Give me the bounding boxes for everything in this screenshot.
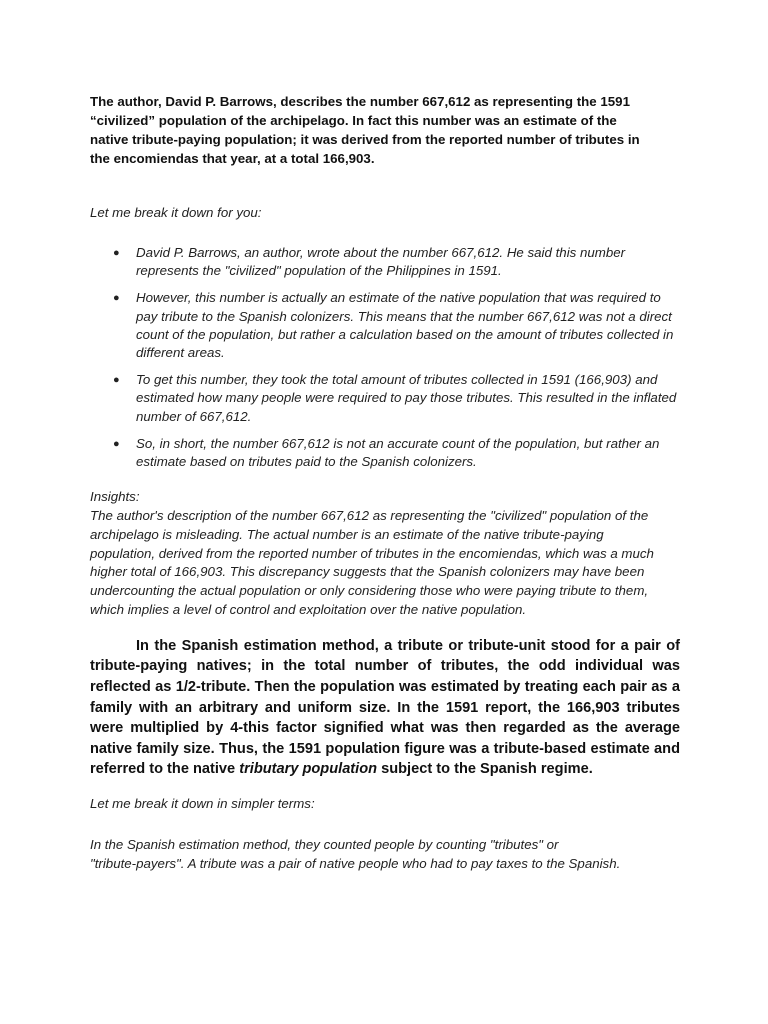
bullet-line: estimate based on tributes paid to the Spanish colonizers. xyxy=(136,454,477,470)
simpler-line: "tribute-payers". A tribute was a pair of native people who had to pay taxes to the Spanish. xyxy=(90,855,621,871)
main-paragraph-text-end: subject to the Spanish regime. xyxy=(377,761,593,778)
intro-paragraph xyxy=(90,92,680,168)
bullet-line: different areas. xyxy=(136,345,225,361)
simpler-line: In the Spanish estimation method, they counted people by counting "tributes" or xyxy=(90,836,559,852)
intro-line: The author, David P. Barrows, describes the number 667,612 as representing the 1591 xyxy=(90,94,630,109)
intro-line: “civilized” population of the archipelago. In fact this number was an estimate of the xyxy=(90,113,617,128)
bullet-line: count of the population, but rather a calculation based on the amount of tributes collected in xyxy=(136,326,674,342)
main-paragraph-text: In the Spanish estimation method, a tribute or tribute-unit stood for a pair of tribute-paying natives; in the total number of tributes, the odd individual was reflected as 1/2-tribute. Then the population was estimated by treating each pair as a family with an arbitrary and uniform size. In the 1591 report, the 166,903 tributes were multiplied by 4-this factor signified what was then regarded as the average native family size. Thus, the 1591 population figure was a tribute-based estimate and referred to the native xyxy=(90,637,680,778)
list-item xyxy=(90,435,680,471)
bullet-icon: ● xyxy=(113,437,120,450)
breakdown-list xyxy=(90,244,680,471)
simpler-paragraph xyxy=(90,835,680,873)
bullet-line: pay tribute to the Spanish colonizers. This means that the number 667,612 was not a direct xyxy=(136,308,672,324)
bullet-line: However, this number is actually an estimate of the native population that was required to xyxy=(136,290,661,306)
bullet-line: represents the "civilized" population of the Philippines in 1591. xyxy=(136,263,502,279)
intro-line: the encomiendas that year, at a total 166,903. xyxy=(90,151,375,166)
insights-line: higher total of 166,903. This discrepancy suggests that the Spanish colonizers may have been xyxy=(90,564,645,580)
bullet-line: To get this number, they took the total amount of tributes collected in 1591 (166,903) and xyxy=(136,372,658,388)
bullet-line: So, in short, the number 667,612 is not an accurate count of the population, but rather an xyxy=(136,435,660,451)
bullet-icon: ● xyxy=(113,292,120,305)
insights-line: which implies a level of control and exploitation over the native population. xyxy=(90,602,527,618)
main-paragraph-emphasis: tributary population xyxy=(239,761,378,778)
insights-heading: Insights: xyxy=(90,489,140,505)
bullet-line: number of 667,612. xyxy=(136,408,252,424)
intro-line: native tribute-paying population; it was derived from the reported number of tributes in xyxy=(90,132,640,147)
bullet-line: David P. Barrows, an author, wrote about the number 667,612. He said this number xyxy=(136,245,626,260)
document-page xyxy=(90,92,680,873)
breakdown-lead: Let me break it down for you: xyxy=(90,205,262,220)
insights-paragraph xyxy=(90,507,680,620)
bullet-icon: ● xyxy=(113,374,120,387)
list-item xyxy=(90,289,680,362)
list-item xyxy=(90,371,680,426)
insights-line: undercounting the actual population or only considering those who were paying tribute to them, xyxy=(90,583,649,599)
simpler-lead: Let me break it down in simpler terms: xyxy=(90,795,315,811)
insights-line: archipelago is misleading. The actual number is an estimate of the native tribute-paying xyxy=(90,526,604,542)
list-item xyxy=(90,244,680,280)
bullet-icon: ● xyxy=(113,247,120,259)
main-paragraph xyxy=(90,636,680,780)
insights-line: The author's description of the number 667,612 as representing the "civilized" population of the xyxy=(90,508,649,524)
insights-section xyxy=(90,488,680,620)
bullet-line: estimated how many people were required to pay those tributes. This resulted in the inflated xyxy=(136,390,677,406)
insights-line: population, derived from the reported number of tributes in the encomiendas, which was a much xyxy=(90,545,654,561)
